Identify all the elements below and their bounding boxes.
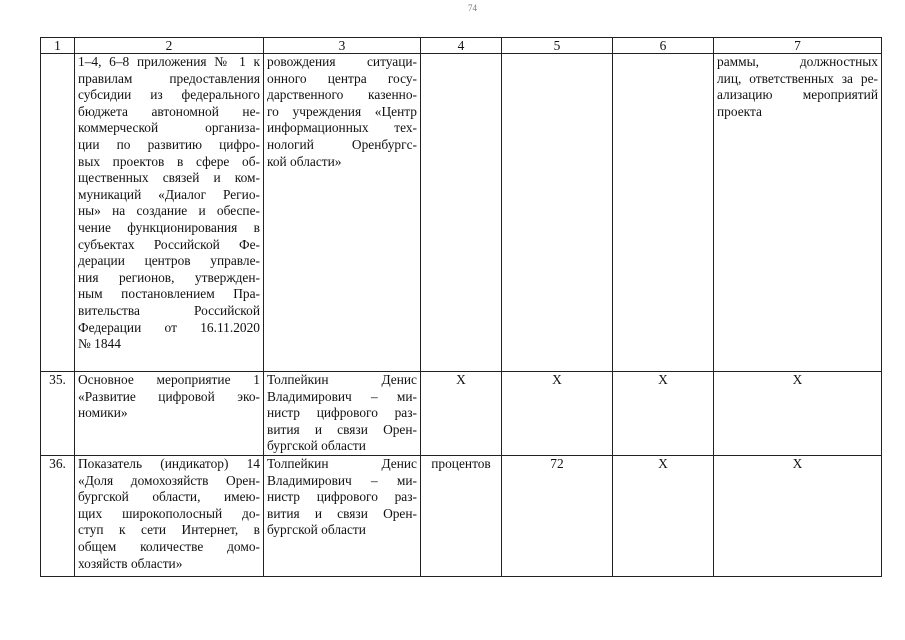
cell-text-line: щественных связей и ком- xyxy=(78,170,260,186)
cell-text-line: го учреждения «Центр xyxy=(267,103,417,119)
cell-text-line: бургской области, имею- xyxy=(78,489,260,505)
cell-text-line: дарственного казенно- xyxy=(267,87,417,103)
cell-text-line: нистр цифрового раз- xyxy=(267,405,417,421)
cell-text-line: муникаций «Диалог Регио- xyxy=(78,186,260,202)
cell-text-line: Владимирович – ми- xyxy=(267,388,417,404)
header-cell: 1 xyxy=(41,38,75,54)
row-responsible-cell xyxy=(264,456,421,577)
header-cell: 5 xyxy=(502,38,613,54)
row-responsible-cell xyxy=(264,54,421,372)
cell-text-line: бюджета автономной не- xyxy=(78,103,260,119)
cell-text-line: ния регионов, утвержден- xyxy=(78,269,260,285)
row-col7-cell: Х xyxy=(714,372,882,456)
cell-text-line: ции по развитию цифро- xyxy=(78,136,260,152)
row-col5-cell xyxy=(502,54,613,372)
cell-text-line: вития и связи Орен- xyxy=(267,421,417,437)
cell-text-line: вительства Российской xyxy=(78,302,260,318)
row-col4-cell: процентов xyxy=(421,456,502,577)
cell-text-line: Владимирович – ми- xyxy=(267,472,417,488)
cell-text-line: вых проектов в сфере об- xyxy=(78,153,260,169)
cell-text-line: № 1844 xyxy=(78,336,121,352)
header-cell: 6 xyxy=(613,38,714,54)
cell-text-line: коммерческой организа- xyxy=(78,120,260,136)
cell-text-line: чение функционирования в xyxy=(78,219,260,235)
cell-text-line: общем количестве домо- xyxy=(78,538,260,554)
cell-text-line: 1–4, 6–8 приложения № 1 к xyxy=(78,54,260,69)
header-cell: 4 xyxy=(421,38,502,54)
cell-text-line: онного центра госу- xyxy=(267,70,417,86)
cell-text-line: раммы, должностных xyxy=(717,54,878,69)
cell-text-line: ны» на создание и обеспе- xyxy=(78,203,260,219)
cell-text-line: номики» xyxy=(78,405,128,421)
cell-text-line: нистр цифрового раз- xyxy=(267,489,417,505)
cell-text-line: ровождения ситуаци- xyxy=(267,54,417,69)
cell-text-line: дерации центров управле- xyxy=(78,253,260,269)
header-cell: 3 xyxy=(264,38,421,54)
header-cell: 2 xyxy=(75,38,264,54)
cell-text-line: ным постановлением Пра- xyxy=(78,286,260,302)
header-cell: 7 xyxy=(714,38,882,54)
row-col6-cell: Х xyxy=(613,456,714,577)
cell-text-line: «Доля домохозяйств Орен- xyxy=(78,472,260,488)
cell-text-line: лиц, ответственных за ре- xyxy=(717,70,878,86)
cell-text-line: вития и связи Орен- xyxy=(267,505,417,521)
row-description-cell xyxy=(75,372,264,456)
cell-text-line: информационных тех- xyxy=(267,120,417,136)
cell-text-line: нологий Оренбургс- xyxy=(267,136,417,152)
row-responsible-cell xyxy=(264,372,421,456)
row-col6-cell: Х xyxy=(613,372,714,456)
row-col7-cell: Х xyxy=(714,456,882,577)
row-number-cell: 36. xyxy=(41,456,75,577)
page-number: 74 xyxy=(468,3,477,13)
cell-text-line: Показатель (индикатор) 14 xyxy=(78,456,260,471)
cell-text-line: субсидии из федерального xyxy=(78,87,260,103)
row-col5-cell: 72 xyxy=(502,456,613,577)
cell-text-line: Федерации от 16.11.2020 xyxy=(78,319,260,335)
cell-text-line: кой области» xyxy=(267,153,342,169)
table-row-35 xyxy=(41,372,882,456)
program-table xyxy=(40,37,882,577)
cell-text-line: «Развитие цифровой эко- xyxy=(78,388,260,404)
row-description-cell xyxy=(75,54,264,372)
table-row-continuation xyxy=(41,54,882,372)
row-number-cell xyxy=(41,54,75,372)
cell-text-line: бургской области xyxy=(267,438,366,454)
row-number-cell: 35. xyxy=(41,372,75,456)
cell-text-line: хозяйств области» xyxy=(78,555,183,571)
cell-text-line: бургской области xyxy=(267,522,366,538)
row-description-cell xyxy=(75,456,264,577)
row-col7-cell xyxy=(714,54,882,372)
cell-text-line: Толпейкин Денис xyxy=(267,456,417,471)
cell-text-line: проекта xyxy=(717,103,762,119)
row-col5-cell: Х xyxy=(502,372,613,456)
row-col4-cell xyxy=(421,54,502,372)
cell-text-line: щих широкополосный до- xyxy=(78,505,260,521)
table-header-row xyxy=(41,38,882,54)
cell-text-line: правилам предоставления xyxy=(78,70,260,86)
cell-text-line: субъектах Российской Фе- xyxy=(78,236,260,252)
table-row-36 xyxy=(41,456,882,577)
cell-text-line: Основное мероприятие 1 xyxy=(78,372,260,387)
row-col6-cell xyxy=(613,54,714,372)
cell-text-line: Толпейкин Денис xyxy=(267,372,417,387)
row-col4-cell: Х xyxy=(421,372,502,456)
cell-text-line: ступ к сети Интернет, в xyxy=(78,522,260,538)
cell-text-line: ализацию мероприятий xyxy=(717,87,878,103)
